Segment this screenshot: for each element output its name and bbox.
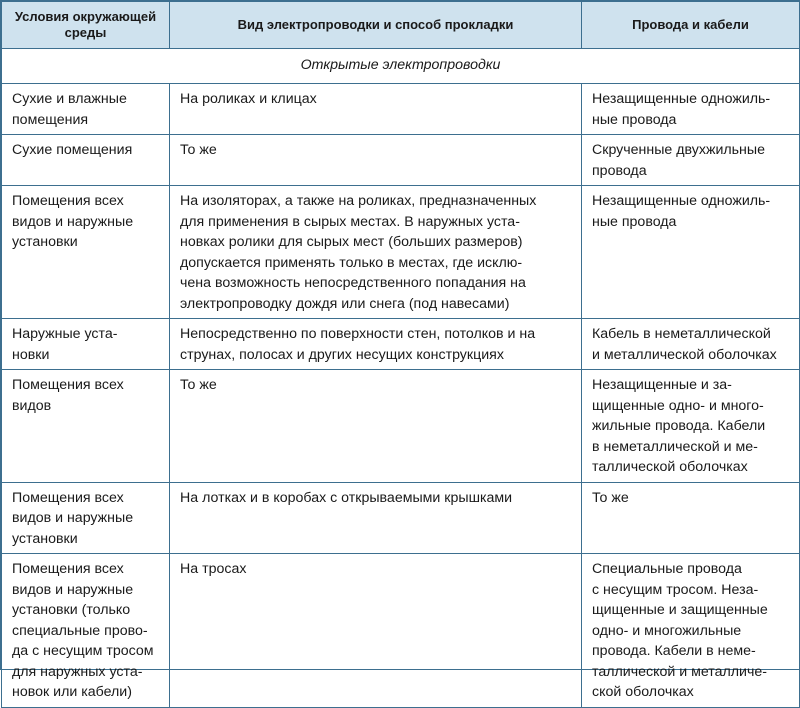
- header-conditions: Условия окружающей среды: [2, 2, 170, 49]
- cell-condition: Помещения всех видов и наружные установки: [2, 482, 170, 554]
- cell-method: Непосредственно по поверхности стен, потолков и на струнах, полосах и других несущих конструкциях: [170, 319, 582, 370]
- wiring-table: [1, 1, 800, 708]
- cell-condition: Сухие и влажные помещения: [2, 84, 170, 135]
- header-wires-cables: Провода и кабели: [582, 2, 800, 49]
- header-wiring-method: Вид электропроводки и способ прокладки: [170, 2, 582, 49]
- cell-method: То же: [170, 370, 582, 483]
- cell-wires: То же: [582, 482, 800, 554]
- cell-condition: Помещения всех видов и наружные установки (только специальные прово- да с несущим тросом для наружных уста- новок или кабели): [2, 554, 170, 708]
- cell-wires: Кабель в неметаллической и металлической оболочках: [582, 319, 800, 370]
- cell-method: На тросах: [170, 554, 582, 708]
- table-row: [2, 84, 800, 135]
- cell-wires: Незащищенные одножиль- ные провода: [582, 84, 800, 135]
- section-title: Открытые электропроводки: [2, 49, 800, 84]
- table-row: [2, 482, 800, 554]
- cell-condition: Помещения всех видов и наружные установки: [2, 186, 170, 319]
- header-row: [2, 2, 800, 49]
- cell-wires: Специальные провода с несущим тросом. Неза- щищенные и защищенные одно- и многожильные провода. Кабели в неме- таллической и металличе- ской оболочках: [582, 554, 800, 708]
- cell-condition: Помещения всех видов: [2, 370, 170, 483]
- section-row: [2, 49, 800, 84]
- cell-wires: Незащищенные одножиль- ные провода: [582, 186, 800, 319]
- table-row: [2, 370, 800, 483]
- cell-condition: Сухие помещения: [2, 135, 170, 186]
- cell-condition: Наружные уста- новки: [2, 319, 170, 370]
- cell-method: На изоляторах, а также на роликах, предназначенных для применения в сырых местах. В наружных уста- новках ролики для сырых мест (больших размеров) допускается применять только в местах, где исклю- чена возможность непосредственного попадания на электропроводку дождя или снега (под навесами): [170, 186, 582, 319]
- cell-wires: Незащищенные и за- щищенные одно- и много- жильные провода. Кабели в неметаллической и ме- таллической оболочках: [582, 370, 800, 483]
- cell-method: На роликах и клицах: [170, 84, 582, 135]
- table-row: [2, 135, 800, 186]
- cell-wires: Скрученные двухжильные провода: [582, 135, 800, 186]
- table-row: [2, 186, 800, 319]
- table-row: [2, 319, 800, 370]
- cell-method: На лотках и в коробах с открываемыми крышками: [170, 482, 582, 554]
- table-row: [2, 554, 800, 708]
- cell-method: То же: [170, 135, 582, 186]
